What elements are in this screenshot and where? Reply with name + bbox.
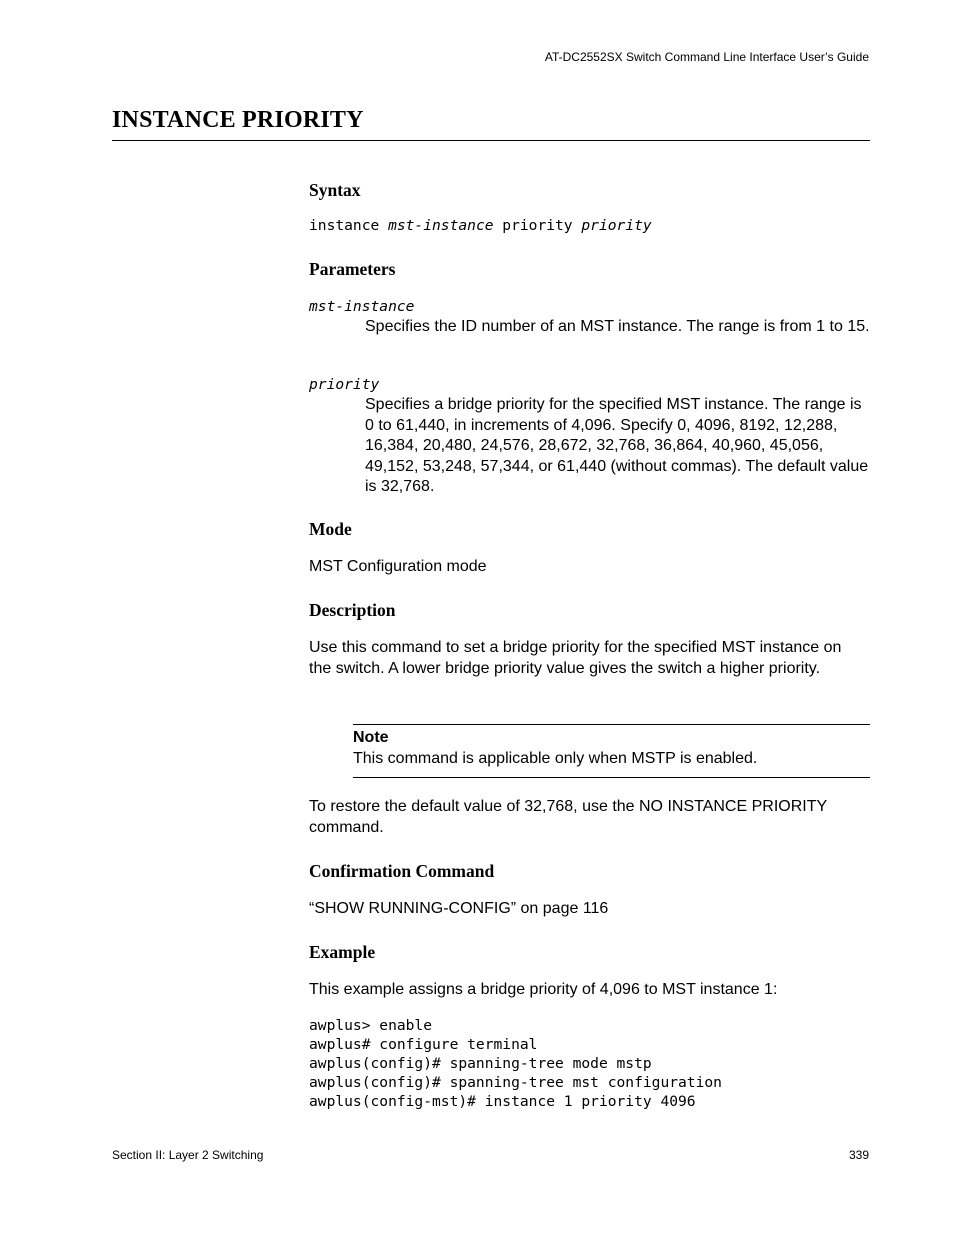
- syntax-command-priority: priority: [493, 217, 582, 234]
- confirmation-text: “SHOW RUNNING-CONFIG” on page 116: [309, 900, 609, 917]
- example-heading: Example: [309, 942, 376, 962]
- mode-heading: Mode: [309, 519, 352, 539]
- title-rule: [112, 140, 870, 141]
- code-line: awplus(config)# spanning-tree mst configuration: [309, 1073, 722, 1091]
- description-heading: Description: [309, 600, 396, 620]
- syntax-command: instance: [309, 217, 389, 234]
- footer-section: Section II: Layer 2 Switching: [112, 1148, 264, 1162]
- code-line: awplus> enable: [309, 1017, 433, 1034]
- confirmation-heading: Confirmation Command: [309, 861, 495, 881]
- code-line: awplus(config)# spanning-tree mode mstp: [309, 1054, 652, 1072]
- param-term: priority: [309, 376, 380, 393]
- parameters-heading: Parameters: [309, 259, 396, 279]
- example-code-block: [309, 1017, 722, 1112]
- page-title: INSTANCE PRIORITY: [112, 107, 364, 133]
- param-term: mst-instance: [309, 298, 415, 315]
- running-header: AT-DC2552SX Switch Command Line Interface User’s Guide: [544, 50, 869, 64]
- code-line: awplus# configure terminal: [309, 1035, 538, 1053]
- param-description: Specifies a bridge priority for the specified MST instance. The range is 0 to 61,440, in increments of 4,096. Specify 0, 4096, 8192, 12,288, 16,384, 20,480, 24,576, 28,672, 32,768, 36,864, 40,960, 45,056, 49,152, 53,248, 57,344, or 61,440 (without commas). The default value is 32,768.: [365, 396, 869, 496]
- syntax-arg-priority: priority: [581, 217, 652, 234]
- syntax-arg-mst-instance: mst-instance: [388, 217, 494, 234]
- note-label: Note: [353, 729, 389, 746]
- mode-text: MST Configuration mode: [309, 558, 487, 575]
- description-text: Use this command to set a bridge priority for the specified MST instance on the switch. A lower bridge priority value gives the switch a higher priority.: [309, 639, 842, 677]
- code-line: awplus(config-mst)# instance 1 priority 4096: [309, 1092, 696, 1110]
- page-number: 339: [848, 1148, 869, 1162]
- syntax-heading: Syntax: [309, 180, 361, 200]
- syntax-line: [309, 217, 652, 236]
- note-box: [353, 724, 870, 778]
- example-intro: This example assigns a bridge priority of 4,096 to MST instance 1:: [309, 981, 778, 998]
- param-description: Specifies the ID number of an MST instance. The range is from 1 to 15.: [365, 318, 870, 335]
- restore-default-text: To restore the default value of 32,768, use the NO INSTANCE PRIORITY command.: [309, 798, 827, 836]
- note-text: This command is applicable only when MSTP is enabled.: [353, 750, 758, 767]
